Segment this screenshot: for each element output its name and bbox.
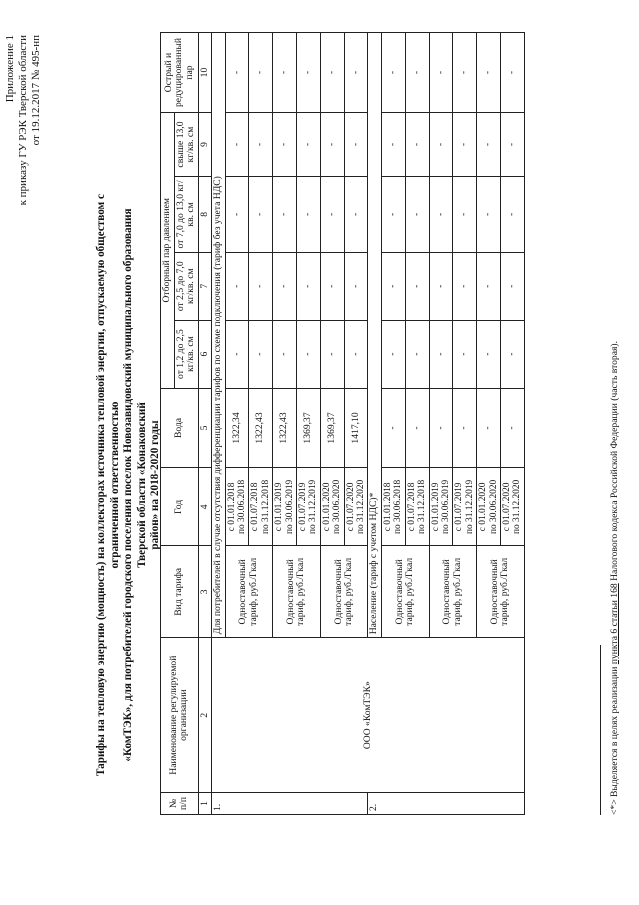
water-value: 1322,34 — [225, 388, 249, 468]
column-number: 1 — [198, 793, 212, 815]
steam-4-value: - — [500, 113, 524, 177]
column-number: 10 — [198, 33, 212, 113]
period-from: с 01.01.2019 — [430, 482, 441, 532]
steam-4-value: - — [405, 113, 429, 177]
header-steam-3: от 7,0 до 13,0 кг/кв. см — [174, 176, 198, 252]
header-num: № п/п — [161, 793, 199, 815]
tariff-type-cell: Одноставочный тариф, руб./Гкал — [429, 546, 477, 638]
steam-2-value: - — [344, 252, 368, 320]
steam-2-value: - — [477, 252, 501, 320]
water-value: 1369,37 — [320, 388, 344, 468]
period-from: с 01.01.2019 — [274, 482, 285, 532]
column-number: 9 — [198, 113, 212, 177]
steam-3-value: - — [344, 176, 368, 252]
period-to: по 30.06.2019 — [440, 479, 451, 534]
period-cell — [344, 468, 368, 546]
title-line-3: район» на 2018-2020 годы — [149, 420, 161, 550]
sharp-steam-value: - — [381, 33, 405, 113]
water-value: 1417,10 — [344, 388, 368, 468]
period-from: с 01.01.2018 — [226, 482, 237, 532]
header-steam-group: Отборный пар давлением — [161, 113, 175, 388]
steam-2-value: - — [225, 252, 249, 320]
steam-1-value: - — [296, 320, 320, 388]
period-to: по 30.06.2018 — [236, 479, 247, 534]
column-number: 2 — [198, 638, 212, 793]
steam-1-value: - — [500, 320, 524, 388]
appendix-line-1: Приложение 1 — [4, 35, 16, 103]
section-number: 2. — [368, 793, 524, 815]
footnote-prefix: <*> Выделяется в целях реализации — [609, 664, 620, 815]
period-to: по 30.06.2018 — [393, 479, 404, 534]
steam-3-value: - — [320, 176, 344, 252]
title-line-2: «КомТЭК», для потребителей городского поселения поселок Новозавидовский муниципального образования Тверской области «Конаковский — [122, 208, 148, 762]
period-cell — [249, 468, 273, 546]
period-from: с 01.01.2018 — [382, 482, 393, 532]
steam-3-value: - — [405, 176, 429, 252]
steam-3-value: - — [273, 176, 297, 252]
steam-3-value: - — [296, 176, 320, 252]
tariff-type-cell: Одноставочный тариф, руб./Гкал — [320, 546, 368, 638]
header-sharp-steam: Острый и редуцированный пар — [161, 33, 199, 113]
steam-1-value: - — [477, 320, 501, 388]
period-cell — [477, 468, 501, 546]
period-cell — [225, 468, 249, 546]
steam-3-value: - — [249, 176, 273, 252]
water-value: - — [453, 388, 477, 468]
steam-2-value: - — [273, 252, 297, 320]
steam-4-value: - — [429, 113, 453, 177]
footnote-suffix: Налогового кодекса Российской Федерации (часть вторая). — [609, 341, 620, 584]
sharp-steam-value: - — [453, 33, 477, 113]
sharp-steam-value: - — [500, 33, 524, 113]
header-steam-1: от 1,2 до 2,5 кг/кв. см — [174, 320, 198, 388]
period-from: с 01.07.2020 — [501, 482, 512, 532]
footnote — [600, 55, 620, 815]
steam-2-value: - — [381, 252, 405, 320]
period-from: с 01.07.2018 — [406, 482, 417, 532]
period-cell — [405, 468, 429, 546]
steam-1-value: - — [453, 320, 477, 388]
period-from: с 01.01.2020 — [321, 482, 332, 532]
steam-4-value: - — [296, 113, 320, 177]
period-from: с 01.07.2018 — [250, 482, 261, 532]
steam-2-value: - — [500, 252, 524, 320]
title-line-1: Тарифы на тепловую энергию (мощность) на коллекторах источника тепловой энергии, отпускаемую обществом с ограниченной ответственностью — [95, 193, 121, 777]
sharp-steam-value: - — [344, 33, 368, 113]
sharp-steam-value: - — [429, 33, 453, 113]
steam-2-value: - — [453, 252, 477, 320]
steam-4-value: - — [477, 113, 501, 177]
steam-3-value: - — [500, 176, 524, 252]
steam-1-value: - — [381, 320, 405, 388]
period-from: с 01.07.2020 — [345, 482, 356, 532]
tariff-type-cell: Одноставочный тариф, руб./Гкал — [381, 546, 429, 638]
column-number: 3 — [198, 546, 212, 638]
appendix-line-3: от 19.12.2017 № 495-нп — [30, 35, 42, 146]
sharp-steam-value: - — [225, 33, 249, 113]
steam-1-value: - — [249, 320, 273, 388]
header-tariff-type: Вид тарифа — [161, 546, 199, 638]
header-water: Вода — [161, 388, 199, 468]
water-value: - — [381, 388, 405, 468]
period-to: по 31.12.2019 — [308, 479, 319, 534]
sharp-steam-value: - — [249, 33, 273, 113]
water-value: 1369,37 — [296, 388, 320, 468]
column-number: 7 — [198, 252, 212, 320]
steam-3-value: - — [225, 176, 249, 252]
sharp-steam-value: - — [273, 33, 297, 113]
section-label: Для потребителей в случае отсутствия дифференциации тарифов по схеме подключения (тариф без учета НДС) — [212, 33, 226, 638]
tariff-type-cell: Одноставочный тариф, руб./Гкал — [273, 546, 321, 638]
steam-3-value: - — [453, 176, 477, 252]
steam-1-value: - — [344, 320, 368, 388]
period-to: по 30.06.2020 — [488, 479, 499, 534]
period-cell — [429, 468, 453, 546]
footnote-divider — [600, 645, 601, 815]
water-value: - — [405, 388, 429, 468]
steam-3-value: - — [429, 176, 453, 252]
steam-2-value: - — [296, 252, 320, 320]
section-number: 1. — [212, 793, 368, 815]
column-number: 6 — [198, 320, 212, 388]
header-year: Год — [161, 468, 199, 546]
steam-1-value: - — [429, 320, 453, 388]
tariff-table — [160, 32, 525, 815]
period-cell — [381, 468, 405, 546]
steam-1-value: - — [320, 320, 344, 388]
steam-2-value: - — [429, 252, 453, 320]
section-label: Население (тариф с учетом НДС)* — [368, 33, 382, 638]
steam-4-value: - — [249, 113, 273, 177]
appendix-line-2: к приказу ГУ РЭК Тверской области — [17, 35, 29, 206]
period-to: по 31.12.2019 — [464, 479, 475, 534]
document-title — [95, 185, 163, 785]
steam-1-value: - — [405, 320, 429, 388]
header-organization: Наименование регулируемой организации — [161, 638, 199, 793]
steam-1-value: - — [225, 320, 249, 388]
steam-4-value: - — [225, 113, 249, 177]
period-to: по 31.12.2020 — [512, 479, 523, 534]
steam-4-value: - — [453, 113, 477, 177]
water-value: 1322,43 — [249, 388, 273, 468]
appendix-note — [4, 35, 43, 335]
period-to: по 31.12.2020 — [355, 479, 366, 534]
period-cell — [500, 468, 524, 546]
steam-4-value: - — [381, 113, 405, 177]
sharp-steam-value: - — [296, 33, 320, 113]
period-cell — [273, 468, 297, 546]
water-value: 1322,43 — [273, 388, 297, 468]
header-steam-4: свыше 13,0 кг/кв. см — [174, 113, 198, 177]
steam-3-value: - — [477, 176, 501, 252]
steam-2-value: - — [405, 252, 429, 320]
steam-4-value: - — [320, 113, 344, 177]
period-from: с 01.01.2020 — [478, 482, 489, 532]
water-value: - — [477, 388, 501, 468]
period-to: по 31.12.2018 — [417, 479, 428, 534]
sharp-steam-value: - — [477, 33, 501, 113]
steam-1-value: - — [273, 320, 297, 388]
water-value: - — [500, 388, 524, 468]
footnote-law-link[interactable]: пункта 6 статьи 168 — [609, 583, 620, 665]
period-from: с 01.07.2019 — [454, 482, 465, 532]
water-value: - — [429, 388, 453, 468]
sharp-steam-value: - — [405, 33, 429, 113]
steam-4-value: - — [344, 113, 368, 177]
column-number: 8 — [198, 176, 212, 252]
column-number: 4 — [198, 468, 212, 546]
period-to: по 30.06.2019 — [284, 479, 295, 534]
period-cell — [296, 468, 320, 546]
steam-3-value: - — [381, 176, 405, 252]
column-number: 5 — [198, 388, 212, 468]
organization-name: ООО «КомТЭК» — [212, 638, 525, 793]
period-from: с 01.07.2019 — [297, 482, 308, 532]
period-to: по 30.06.2020 — [332, 479, 343, 534]
period-cell — [453, 468, 477, 546]
steam-2-value: - — [320, 252, 344, 320]
steam-2-value: - — [249, 252, 273, 320]
sharp-steam-value: - — [320, 33, 344, 113]
tariff-type-cell: Одноставочный тариф, руб./Гкал — [477, 546, 525, 638]
header-steam-2: от 2,5 до 7,0 кг/кв. см — [174, 252, 198, 320]
steam-4-value: - — [273, 113, 297, 177]
period-to: по 31.12.2018 — [260, 479, 271, 534]
period-cell — [320, 468, 344, 546]
tariff-type-cell: Одноставочный тариф, руб./Гкал — [225, 546, 273, 638]
